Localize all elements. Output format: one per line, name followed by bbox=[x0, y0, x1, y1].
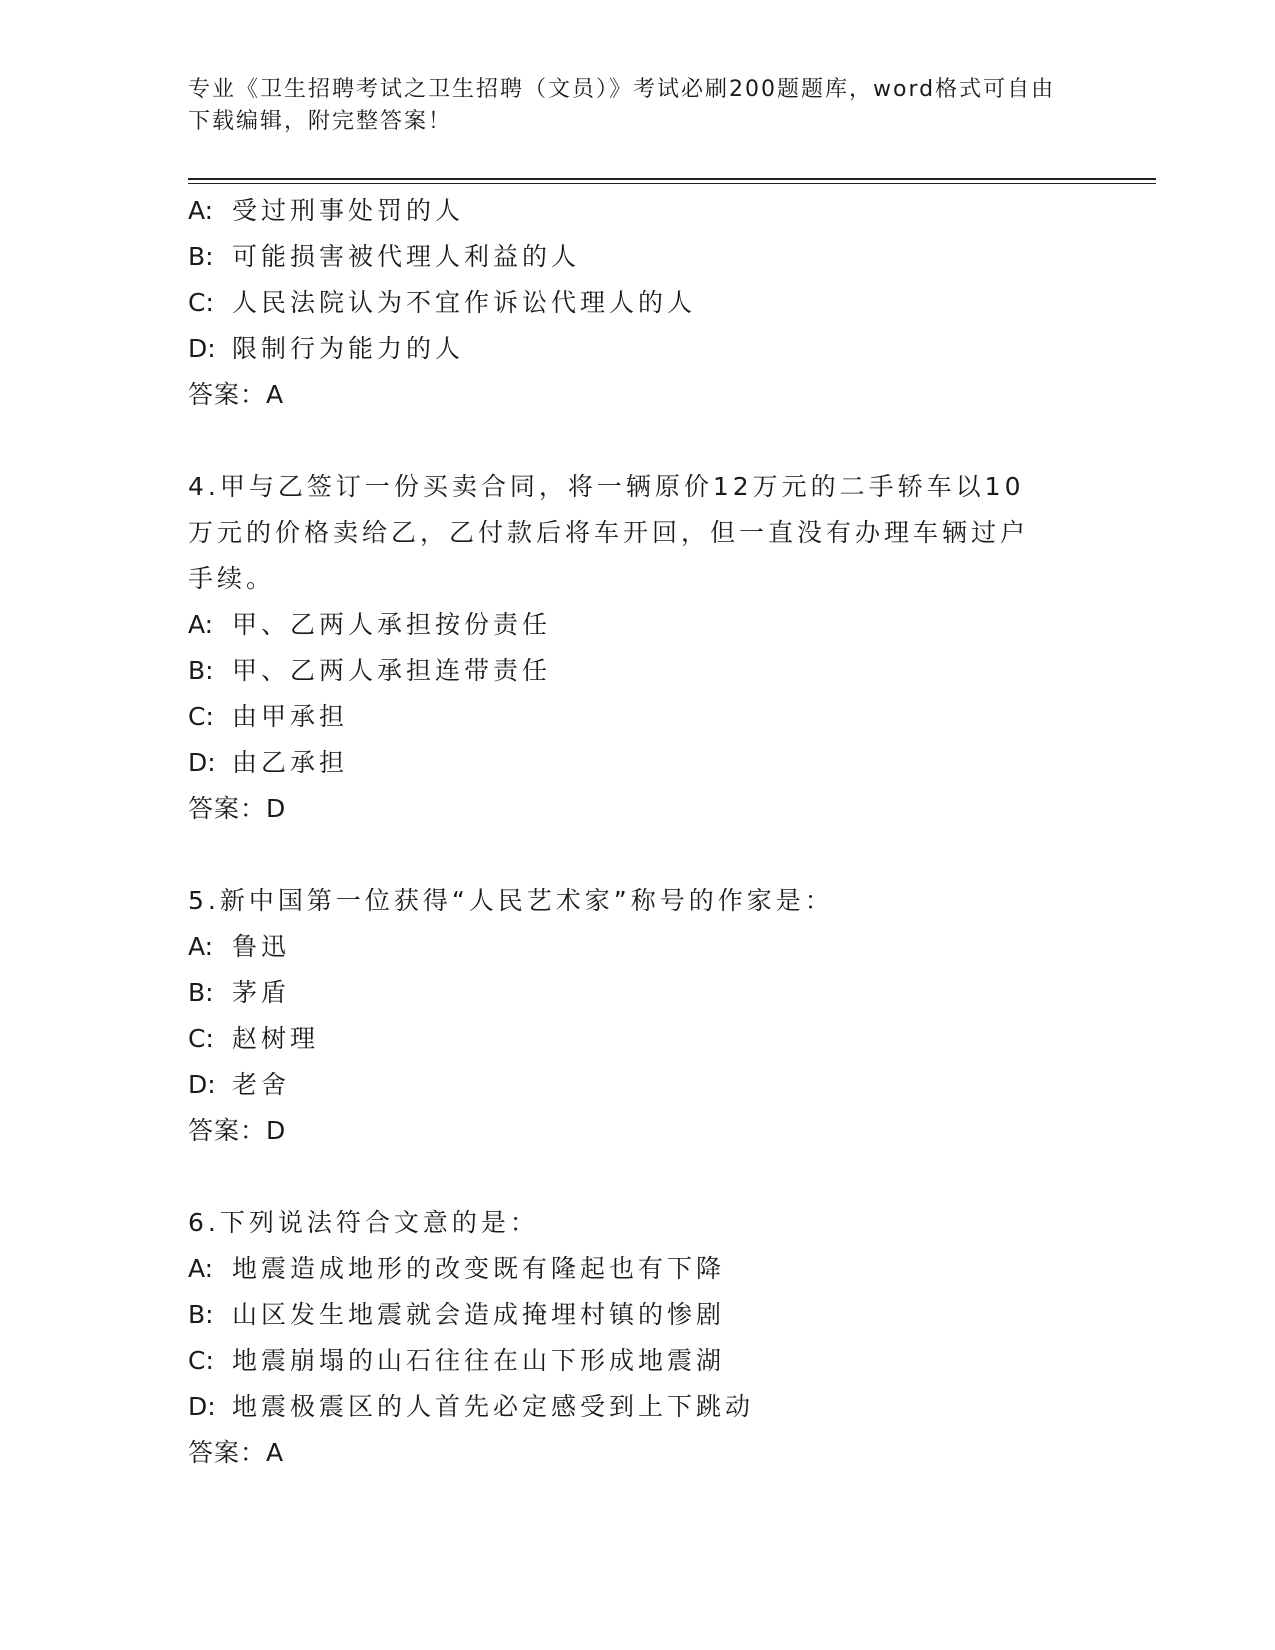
option-c bbox=[188, 280, 1088, 326]
option-text: 茅盾 bbox=[232, 978, 291, 1007]
document-header: 专业《卫生招聘考试之卫生招聘（文员）》考试必刷200题题库，word格式可自由下载编辑，附完整答案！ bbox=[188, 77, 1056, 134]
option-b bbox=[188, 1292, 1088, 1338]
option-text: 人民法院认为不宜作诉讼代理人的人 bbox=[232, 288, 697, 317]
option-letter: B: bbox=[188, 242, 214, 271]
header-rule-thin bbox=[188, 183, 1156, 184]
option-text: 鲁迅 bbox=[232, 932, 291, 961]
option-letter: B: bbox=[188, 1300, 214, 1329]
option-text: 由甲承担 bbox=[232, 702, 349, 731]
option-a bbox=[188, 1246, 1088, 1292]
option-b bbox=[188, 648, 1088, 694]
option-text: 受过刑事处罚的人 bbox=[232, 196, 465, 225]
option-letter: C: bbox=[188, 288, 214, 317]
option-a bbox=[188, 602, 1088, 648]
answer-line: 答案：D bbox=[188, 1116, 287, 1145]
option-c bbox=[188, 1338, 1088, 1384]
header-rule-thick bbox=[188, 178, 1156, 180]
option-letter: C: bbox=[188, 1024, 214, 1053]
option-letter: D: bbox=[188, 748, 216, 777]
option-text: 山区发生地震就会造成掩埋村镇的惨剧 bbox=[232, 1300, 726, 1329]
question-block bbox=[188, 464, 1088, 832]
option-text: 限制行为能力的人 bbox=[232, 334, 465, 363]
option-b bbox=[188, 970, 1088, 1016]
answer-line: 答案：A bbox=[188, 380, 285, 409]
option-text: 可能损害被代理人利益的人 bbox=[232, 242, 581, 271]
option-letter: A: bbox=[188, 932, 214, 961]
option-b bbox=[188, 234, 1088, 280]
option-text: 由乙承担 bbox=[232, 748, 349, 777]
option-d bbox=[188, 740, 1088, 786]
option-c bbox=[188, 694, 1088, 740]
question-text: 6.下列说法符合文意的是： bbox=[188, 1208, 539, 1237]
option-text: 老舍 bbox=[232, 1070, 291, 1099]
option-text: 地震崩塌的山石往往在山下形成地震湖 bbox=[232, 1346, 726, 1375]
option-a bbox=[188, 924, 1088, 970]
option-text: 赵树理 bbox=[232, 1024, 320, 1053]
option-letter: B: bbox=[188, 978, 214, 1007]
question-block bbox=[188, 188, 1088, 418]
question-block bbox=[188, 1200, 1088, 1476]
option-letter: C: bbox=[188, 1346, 214, 1375]
option-d bbox=[188, 1062, 1088, 1108]
option-text: 地震极震区的人首先必定感受到上下跳动 bbox=[232, 1392, 755, 1421]
option-letter: A: bbox=[188, 196, 214, 225]
option-a bbox=[188, 188, 1088, 234]
option-letter: C: bbox=[188, 702, 214, 731]
option-d bbox=[188, 1384, 1088, 1430]
question-text: 5.新中国第一位获得“人民艺术家”称号的作家是： bbox=[188, 886, 834, 915]
option-letter: A: bbox=[188, 1254, 214, 1283]
option-c bbox=[188, 1016, 1088, 1062]
answer-line: 答案：D bbox=[188, 794, 287, 823]
option-letter: B: bbox=[188, 656, 214, 685]
option-d bbox=[188, 326, 1088, 372]
option-letter: A: bbox=[188, 610, 214, 639]
question-text: 4.甲与乙签订一份买卖合同，将一辆原价12万元的二手轿车以10万元的价格卖给乙，乙付款后将车开回，但一直没有办理车辆过户手续。 bbox=[188, 472, 1030, 593]
option-letter: D: bbox=[188, 334, 216, 363]
question-list bbox=[188, 188, 1088, 1476]
question-block bbox=[188, 878, 1088, 1154]
answer-line: 答案：A bbox=[188, 1438, 285, 1467]
option-text: 甲、乙两人承担按份责任 bbox=[232, 610, 552, 639]
option-letter: D: bbox=[188, 1070, 216, 1099]
option-text: 地震造成地形的改变既有隆起也有下降 bbox=[232, 1254, 726, 1283]
option-text: 甲、乙两人承担连带责任 bbox=[232, 656, 552, 685]
option-letter: D: bbox=[188, 1392, 216, 1421]
